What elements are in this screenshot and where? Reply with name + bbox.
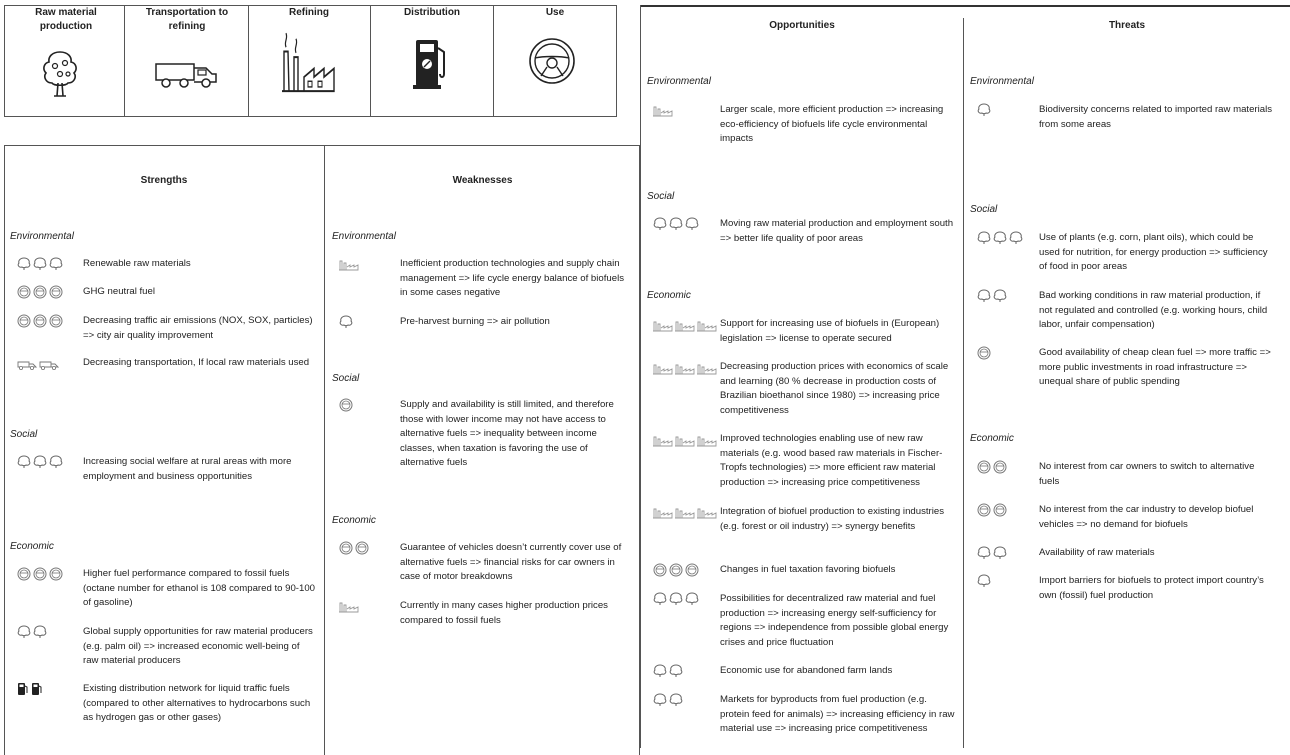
strength-item: Higher fuel performance compared to fossil fuels (octane number for ethanol is 108 compared to 90-100 of gasoline)	[83, 568, 315, 609]
opportunity-item: Changes in fuel taxation favoring biofuels	[720, 564, 896, 575]
weaknesses-heading: Weaknesses	[452, 175, 513, 186]
opportunity-item: Possibilities for decentralized raw material and fuel production => increasing energy self-sufficiency for regions => independence from possible global energy crises and price fluctuation	[720, 593, 949, 648]
strength-item: Global supply opportunities for raw material producers (e.g. palm oil) => increased economic well-being of raw material producers	[83, 626, 313, 667]
stage-refining: Refining	[289, 7, 329, 18]
tree-icon	[653, 664, 683, 678]
strengths-economic-label: Economic	[10, 541, 54, 552]
strength-item: Decreasing transportation, If local raw materials used	[83, 357, 310, 368]
threats-heading: Threats	[1108, 20, 1146, 31]
steering-wheel-icon	[17, 314, 63, 328]
opportunities-heading: Opportunities	[769, 20, 835, 31]
threat-item: No interest from the car industry to develop biofuel vehicles => no demand for biofuels	[1039, 504, 1254, 530]
stage-use: Use	[545, 7, 565, 18]
steering-wheel-icon	[653, 563, 699, 577]
stage-distribution: Distribution	[403, 7, 461, 18]
opportunity-item: Integration of biofuel production to existing industries (e.g. forest or oil industry) => synergy benefits	[720, 506, 944, 532]
strength-item: Increasing social welfare at rural areas with more employment and business opportunities	[83, 456, 292, 482]
tree-icon	[977, 103, 991, 117]
weakness-item: Currently in many cases higher production prices compared to fossil fuels	[400, 600, 608, 626]
threat-item: No interest from car owners to switch to alternative fuels	[1039, 461, 1255, 487]
threats-economic-label: Economic	[970, 433, 1014, 444]
weakness-item: Guarantee of vehicles doesn’t currently cover use of alternative fuels => financial risks for car owners in case of motor breakdowns	[400, 542, 622, 583]
threats-social-label: Social	[970, 204, 998, 215]
factory-icon	[653, 433, 717, 447]
strength-item: Existing distribution network for liquid traffic fuels (compared to other alternatives to hydrocarbons such as hydrogen gas or other gases)	[83, 683, 311, 724]
factory-icon	[280, 26, 336, 94]
weakness-item: Supply and availability is still limited, and therefore those with lower income may not have access to alternative fuels => inequality between income classes, when taxation is favoring the use of alternative fuels	[400, 399, 614, 469]
tree-icon	[17, 257, 63, 271]
tree-icon	[977, 574, 991, 588]
steering-wheel-icon	[977, 503, 1007, 517]
threat-item: Import barriers for biofuels to protect import country’s own (fossil) fuel production	[1039, 575, 1264, 601]
steering-wheel-icon	[977, 460, 1007, 474]
opportunity-item: Moving raw material production and employment south => better life quality of poor areas	[720, 218, 954, 244]
strengths-heading: Strengths	[140, 175, 188, 186]
factory-icon	[339, 257, 359, 271]
opportunities-social-label: Social	[647, 191, 675, 202]
tree-icon	[653, 693, 683, 707]
opportunities-economic-label: Economic	[647, 290, 691, 301]
opportunity-item: Support for increasing use of biofuels in (European) legislation => license to operate secured	[720, 318, 940, 344]
steering-wheel-icon	[17, 567, 63, 581]
steering-wheel-icon	[339, 541, 369, 555]
threat-item: Biodiversity concerns related to imported raw materials from some areas	[1039, 104, 1273, 130]
opportunity-item: Decreasing production prices with economics of scale and learning (80 % decrease in production costs of Brazilian bioethanol since 1980) => increasing price competitiveness	[720, 361, 949, 416]
tree-icon	[977, 289, 1007, 303]
factory-icon	[653, 505, 717, 519]
tree-icon	[977, 231, 1023, 245]
tree-icon	[653, 217, 699, 231]
tree-icon	[339, 315, 353, 329]
tree-icon	[40, 48, 80, 98]
opportunity-item: Economic use for abandoned farm lands	[720, 665, 893, 676]
factory-icon	[653, 361, 717, 375]
steering-wheel-icon	[527, 36, 577, 86]
steering-wheel-icon	[339, 398, 353, 412]
factory-icon	[339, 599, 359, 613]
weakness-item: Inefficient production technologies and supply chain management => life cycle energy balance of biofuels in some cases negative	[400, 258, 624, 299]
tree-icon	[17, 455, 63, 469]
opportunities-environmental-label: Environmental	[647, 76, 711, 87]
weakness-item: Pre-harvest burning => air pollution	[400, 316, 550, 327]
threat-item: Use of plants (e.g. corn, plant oils), which could be used for nutrition, for energy production => sufficiency of food in poor areas	[1039, 232, 1268, 273]
truck-icon	[154, 54, 220, 90]
weaknesses-economic-label: Economic	[332, 515, 376, 526]
tree-icon	[17, 625, 47, 639]
strength-item: Decreasing traffic air emissions (NOX, SOX, particles) => city air quality improvement	[83, 315, 313, 341]
truck-icon	[17, 359, 59, 371]
strength-item: Renewable raw materials	[83, 258, 191, 269]
threat-item: Availability of raw materials	[1039, 547, 1155, 558]
stage-transportation-to-refining: Transportation to refining	[145, 7, 229, 32]
factory-icon	[653, 103, 673, 117]
tree-icon	[653, 592, 699, 606]
factory-icon	[653, 318, 717, 332]
stage-raw-material-production: Raw material production	[35, 7, 97, 32]
threat-item: Good availability of cheap clean fuel => more traffic => more public investments in road infrastructure => unequal share of public spending	[1039, 347, 1271, 388]
strengths-social-label: Social	[10, 429, 38, 440]
threats-environmental-label: Environmental	[970, 76, 1034, 87]
opportunity-item: Markets for byproducts from fuel production (e.g. protein feed for animals) => increasing efficiency in raw material use => increasing price competitiveness	[720, 694, 955, 735]
weaknesses-environmental-label: Environmental	[332, 231, 396, 242]
fuel-pump-icon	[17, 682, 43, 696]
fuel-pump-icon	[410, 34, 450, 90]
tree-icon	[977, 546, 1007, 560]
strengths-environmental-label: Environmental	[10, 231, 74, 242]
steering-wheel-icon	[977, 346, 991, 360]
weaknesses-social-label: Social	[332, 373, 360, 384]
threat-item: Bad working conditions in raw material production, if not regulated and controlled (e.g. working hours, child labor, unfair compensation)	[1039, 290, 1268, 331]
opportunity-item: Improved technologies enabling use of new raw materials (e.g. wood based raw materials in Fischer-Tropfs technologies) => more efficient raw material production => increasing price competitiveness	[720, 433, 943, 488]
strength-item: GHG neutral fuel	[83, 286, 155, 297]
opportunity-item: Larger scale, more efficient production => increasing eco-efficiency of biofuels life cycle environmental impacts	[720, 104, 944, 145]
steering-wheel-icon	[17, 285, 63, 299]
